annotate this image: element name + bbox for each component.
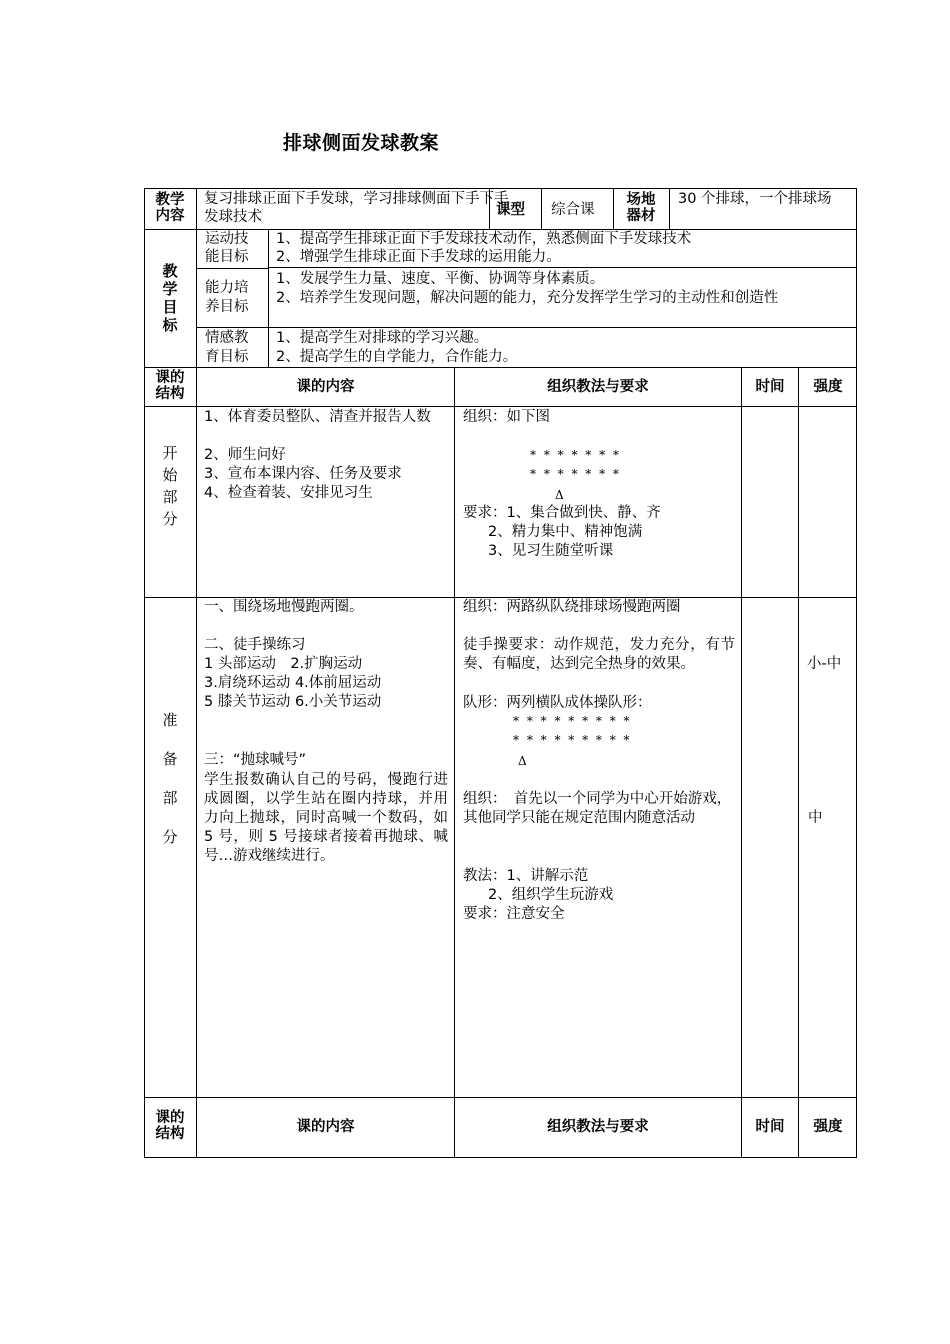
col-divider bbox=[268, 229, 269, 367]
prep-method-1: 组织：两路纵队绕排球场慢跑两圈 bbox=[463, 599, 681, 615]
prep-content-5: 5 膝关节运动 6.小关节运动 bbox=[204, 694, 382, 710]
goal-skill-line-2: 2、增强学生排球正面下手发球的运用能力。 bbox=[276, 249, 561, 265]
prep-method-2: 徒手操要求：动作规范，发力充分，有节奏、有幅度，达到完全热身的效果。 bbox=[463, 637, 735, 672]
goal-emotion-line-1: 1、提高学生对排球的学习兴趣。 bbox=[276, 330, 489, 346]
prep-method-4: 组织： 首先以一个同学为中心开始游戏，其他同学只能在规定范围内随意活动 bbox=[463, 791, 732, 826]
col-divider bbox=[541, 188, 542, 229]
prep-teacher-mark: Δ bbox=[518, 754, 527, 768]
prep-section-label: 准 备 部 分 bbox=[162, 711, 178, 846]
prep-content-1: 一、围绕场地慢跑两圈。 bbox=[204, 599, 364, 615]
venue-label: 场地 器材 bbox=[626, 192, 656, 224]
venue-value: 30 个排球，一个排球场 bbox=[678, 191, 832, 207]
row-divider bbox=[144, 406, 857, 407]
goal-label-emotion: 情感教 育目标 bbox=[205, 330, 249, 365]
header-content: 课的内容 bbox=[296, 379, 355, 395]
start-content-2: 2、师生问好 bbox=[204, 447, 286, 463]
col-divider bbox=[741, 367, 742, 1158]
goal-emotion-line-2: 2、提高学生的自学能力，合作能力。 bbox=[276, 349, 518, 365]
start-formation-row-2: * * * * * * * bbox=[530, 467, 621, 481]
goal-label-skill: 运动技 能目标 bbox=[205, 231, 249, 265]
row-divider bbox=[196, 327, 857, 328]
header-time: 时间 bbox=[755, 379, 785, 395]
prep-content-7: 学生报数确认自己的号码，慢跑行进成圆圈，以学生站在圈内持球，并用力向上抛球，同时高喊一个数码，如 5 号，则 5 号接球者接着再抛球、喊号…游戏继续进行。 bbox=[204, 772, 448, 864]
goals-label: 教 学 目 标 bbox=[162, 262, 178, 334]
prep-content-3: 1 头部运动 2.扩胸运动 bbox=[204, 656, 363, 672]
row-divider bbox=[144, 1097, 857, 1098]
page-title: 排球侧面发球教案 bbox=[283, 132, 440, 154]
prep-method-6: 2、组织学生玩游戏 bbox=[488, 887, 614, 903]
col-divider bbox=[613, 188, 614, 229]
prep-method-3: 队形：两列横队成体操队形： bbox=[463, 695, 652, 711]
start-content-4: 4、检查着装、安排见习生 bbox=[204, 485, 373, 501]
start-req-3: 3、见习生随堂听课 bbox=[488, 543, 614, 559]
start-req-1: 要求：1、集合做到快、静、齐 bbox=[463, 505, 661, 521]
header-method: 组织教法与要求 bbox=[547, 379, 649, 395]
goal-label-ability: 能力培 养目标 bbox=[205, 280, 249, 315]
prep-content-4: 3.肩绕环运动 4.体前屈运动 bbox=[204, 675, 382, 691]
content-label: 教学 内容 bbox=[155, 192, 185, 224]
start-content-3: 3、宣布本课内容、任务及要求 bbox=[204, 466, 402, 482]
header-content-repeat: 课的内容 bbox=[296, 1119, 355, 1135]
prep-formation-row-1: * * * * * * * * * bbox=[513, 714, 632, 728]
header-intensity-repeat: 强度 bbox=[813, 1119, 843, 1135]
goal-skill-line-1: 1、提高学生排球正面下手发球技术动作，熟悉侧面下手发球技术 bbox=[276, 231, 692, 247]
start-req-2: 2、精力集中、精神饱满 bbox=[488, 524, 643, 540]
start-section-label: 开 始 部 分 bbox=[162, 444, 178, 528]
row-divider bbox=[268, 267, 857, 268]
header-structure-repeat: 课的 结构 bbox=[155, 1110, 185, 1142]
header-time-repeat: 时间 bbox=[755, 1119, 785, 1135]
type-label: 课型 bbox=[496, 202, 525, 218]
col-divider bbox=[196, 188, 197, 1158]
col-divider bbox=[454, 367, 455, 1158]
prep-content-6: 三：“抛球喊号” bbox=[204, 752, 307, 768]
start-content-1: 1、体育委员整队、清查并报告人数 bbox=[204, 409, 431, 425]
goal-ability-line-2: 2、培养学生发现问题，解决问题的能力，充分发挥学生学习的主动性和创造性 bbox=[276, 290, 779, 306]
header-structure: 课的 结构 bbox=[155, 370, 185, 402]
prep-formation-row-2: * * * * * * * * * bbox=[513, 733, 632, 747]
prep-intensity-2: 中 bbox=[808, 810, 823, 826]
row-divider bbox=[196, 268, 268, 269]
prep-method-7: 要求：注意安全 bbox=[463, 906, 565, 922]
goal-ability-line-1: 1、发展学生力量、速度、平衡、协调等身体素质。 bbox=[276, 271, 605, 287]
col-divider bbox=[669, 188, 670, 229]
prep-content-2: 二、徒手操练习 bbox=[204, 637, 306, 653]
content-text: 复习排球正面下手发球，学习排球侧面下手下手发球技术 bbox=[204, 191, 509, 225]
prep-intensity-1: 小-中 bbox=[807, 656, 842, 672]
prep-method-5: 教法：1、讲解示范 bbox=[463, 868, 589, 884]
header-method-repeat: 组织教法与要求 bbox=[547, 1119, 649, 1135]
start-teacher-mark: Δ bbox=[555, 488, 564, 502]
col-divider bbox=[798, 367, 799, 1158]
start-formation-row-1: * * * * * * * bbox=[530, 448, 621, 462]
header-intensity: 强度 bbox=[813, 379, 843, 395]
type-value: 综合课 bbox=[551, 202, 595, 218]
row-divider bbox=[144, 367, 857, 368]
start-org: 组织：如下图 bbox=[463, 409, 550, 425]
